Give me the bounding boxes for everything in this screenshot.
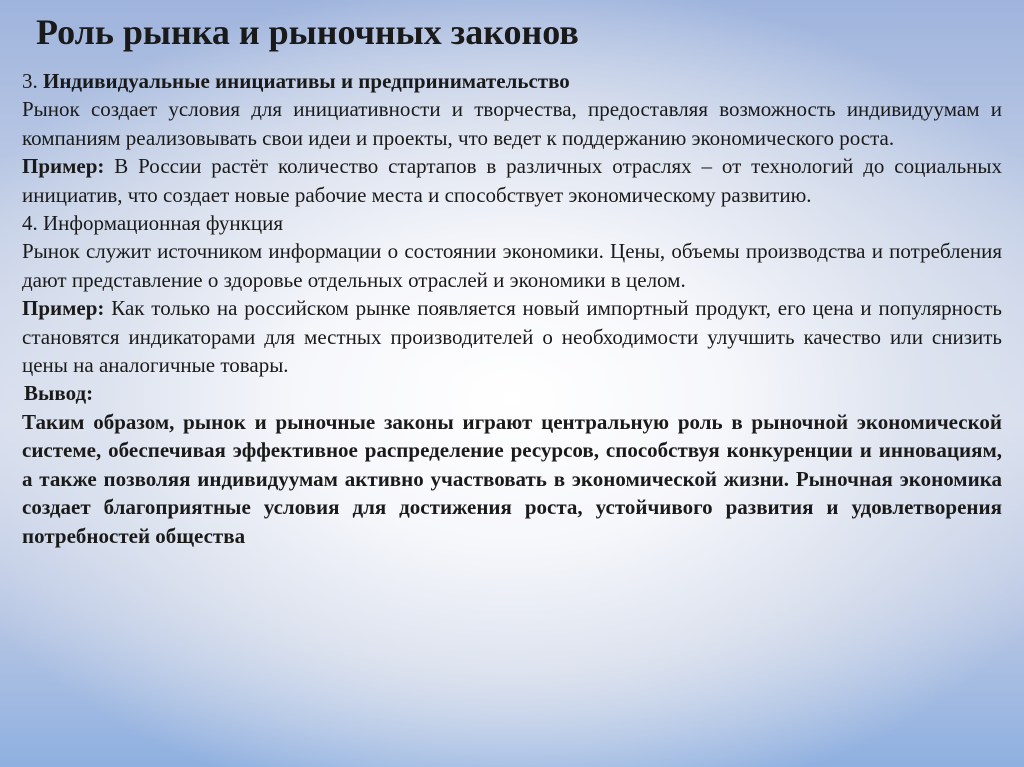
- conclusion-label: Вывод:: [24, 381, 94, 406]
- section3-heading-text: Индивидуальные инициативы и предпринимательство: [43, 69, 570, 93]
- section3-heading: [22, 67, 1002, 95]
- section3-number: 3.: [22, 69, 38, 93]
- section4-text: Рынок служит источником информации о состоянии экономики. Цены, объемы производства и потребления дают представление о здоровье отдельных отраслей и экономики в целом.: [22, 239, 1002, 292]
- conclusion-text: Таким образом, рынок и рыночные законы играют центральную роль в рыночной экономической системе, обеспечивая эффективное распределение ресурсов, способствуя конкуренции и инновациям, а также позволяя индивидуумам активно участвовать в экономической жизни. Рыночная экономика создает благоприятные условия для достижения роста, устойчивого развития и удовлетворения потребностей общества: [22, 409, 1002, 548]
- slide-content: [22, 67, 1002, 550]
- section3-example-text: В России растёт количество стартапов в различных отраслях – от технологий до социальных инициатив, что создает новые рабочие места и способствует экономическому развитию.: [22, 154, 1002, 207]
- section4-example-text: Как только на российском рынке появляется новый импортный продукт, его цена и популярность становятся индикаторами для местных производителей о необходимости улучшить качество или снизить цены на аналогичные товары.: [22, 296, 1002, 378]
- section4-heading: 4. Информационная функция: [22, 211, 284, 236]
- section3-example-label: Пример:: [22, 154, 105, 179]
- section3-text: Рынок создает условия для инициативности и творчества, предоставляя возможность индивидуумам и компаниям реализовывать свои идеи и проекты, что ведет к поддержанию экономического роста.: [22, 97, 1002, 150]
- section3-example: [22, 152, 1002, 209]
- slide-title: Роль рынка и рыночных законов: [36, 12, 579, 52]
- section4-example: [22, 294, 1002, 379]
- section4-example-label: Пример:: [22, 296, 105, 321]
